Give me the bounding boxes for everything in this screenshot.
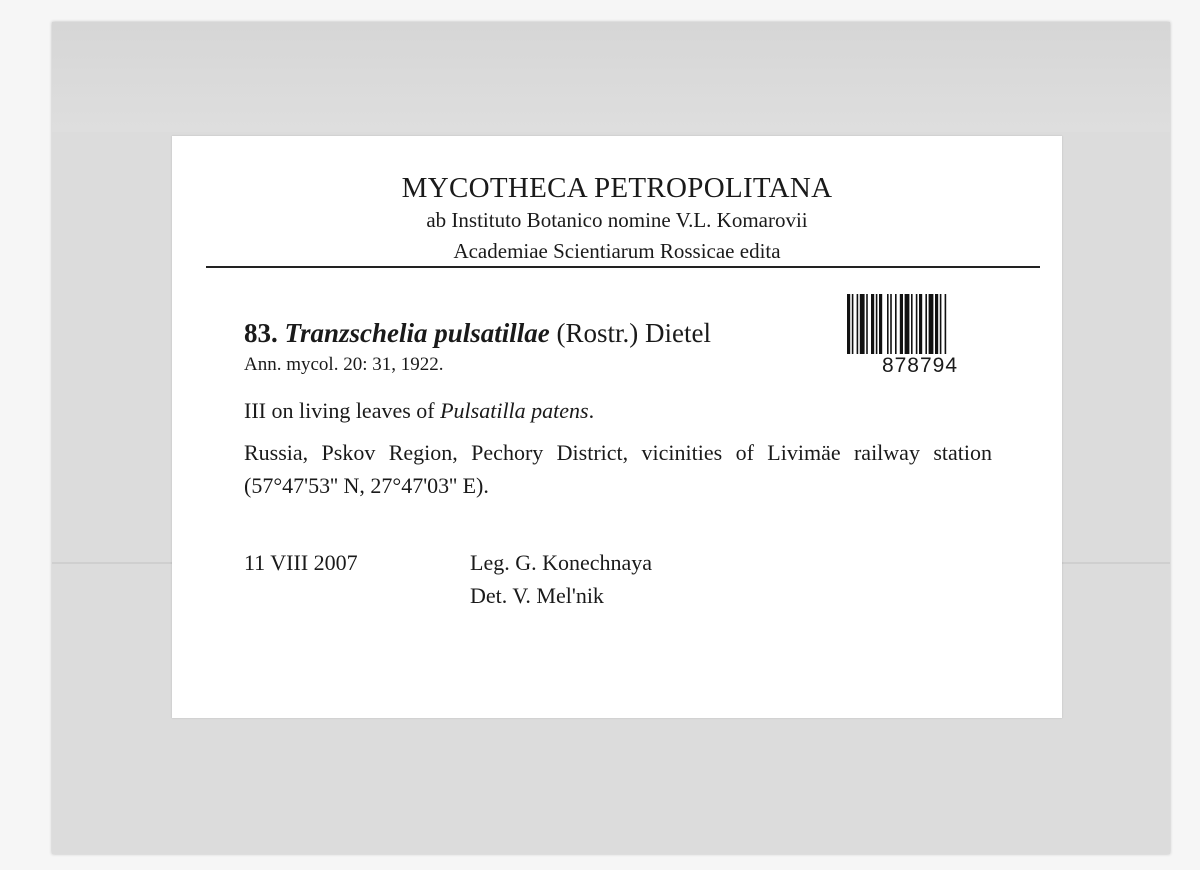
host-line [244,398,594,424]
barcode-bar [925,294,927,354]
barcode-bar [940,294,942,354]
barcode-number: 878794 [881,354,959,377]
barcode-bar [900,294,903,354]
barcode-bar [929,294,934,354]
barcode-bar [945,294,947,354]
barcode-bar [876,294,878,354]
barcode-bar [890,294,892,354]
barcode-bar [847,294,850,354]
barcode-bar [879,294,882,354]
barcode-bar [919,294,922,354]
herbarium-title: MYCOTHECA PETROPOLITANA [401,172,833,204]
taxon-authority: (Rostr.) Dietel [556,318,712,348]
barcode [847,294,993,358]
collector: Leg. G. Konechnaya [470,550,653,575]
barcode-bar [871,294,874,354]
specimen-label [172,136,1062,718]
taxon-name: Tranzschelia pulsatillae [284,318,550,348]
header-rule [206,266,1040,268]
locality: Russia, Pskov Region, Pechory District, vicinities of Livimäe railway station (57°47'53'' N, 27°47'03'' E). [244,440,992,498]
barcode-bar [852,294,854,354]
barcode-bar [866,294,868,354]
barcode-bar [860,294,865,354]
host-name: Pulsatilla patens [440,398,589,423]
host-prefix: III on living leaves of [244,398,435,423]
determiner: Det. V. Mel'nik [470,583,604,608]
packet-top-flap [52,22,1170,132]
collection-date: 11 VIII 2007 [244,550,358,575]
institute-line: ab Instituto Botanico nomine V.L. Komarovii [426,208,808,232]
barcode-bar [935,294,938,354]
host-suffix: . [588,398,595,423]
barcode-bar [887,294,889,354]
barcode-bar [905,294,910,354]
barcode-bar [895,294,897,354]
barcode-bar [911,294,913,354]
specimen-number: 83. [244,318,278,348]
species-line [244,318,711,349]
barcode-bars [847,294,993,354]
academy-line: Academiae Scientiarum Rossicae edita [453,239,781,263]
barcode-bar [916,294,918,354]
barcode-bar [857,294,859,354]
citation: Ann. mycol. 20: 31, 1922. [244,354,444,375]
